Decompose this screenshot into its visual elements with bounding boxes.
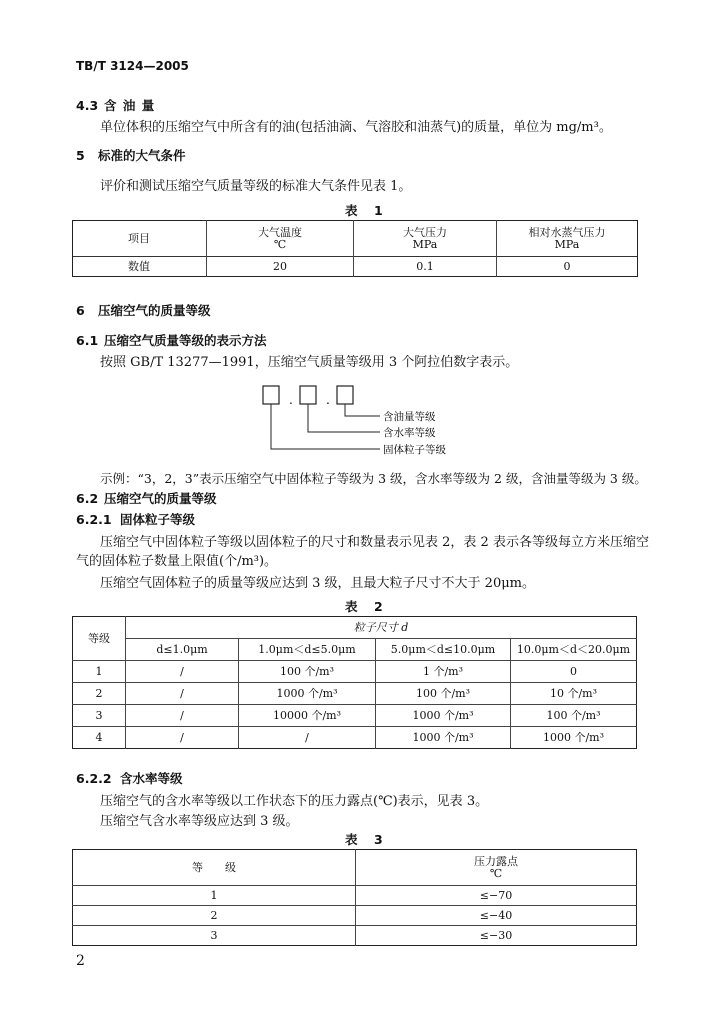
table-2-cell: 1000 个/m³ [376,727,511,749]
table-2-cell: 100 个/m³ [239,661,376,683]
example-text: 示例：“3，2，3”表示压缩空气中固体粒子等级为 3 级，含水率等级为 2 级，含油量等级为 3 级。 [100,471,647,486]
table-2-cell: 10000 个/m³ [239,705,376,727]
section-6-1-heading [76,331,267,349]
table-2-cell: 1 [73,661,126,683]
table-2-cell: / [239,727,376,749]
table-3-header-grade: 等 级 [73,850,356,886]
table-2-cell: / [126,661,239,683]
section-title: 含水率等级 [120,771,183,786]
table-1 [72,220,637,277]
section-6-2-2-text-2: 压缩空气含水率等级应达到 3 级。 [100,814,299,829]
separator-dot: . [326,393,330,407]
table-2-col-header: 10.0μm＜d＜20.0μm [516,642,631,656]
table-2-cell: / [126,683,239,705]
section-6-1-text: 按照 GB/T 13277—1991，压缩空气质量等级用 3 个阿拉伯数字表示。 [100,355,519,370]
section-6-2-2-heading [76,769,183,787]
separator-dot: . [289,393,293,407]
table-row [73,906,637,926]
section-6-2-1-text-1: 压缩空气中固体粒子等级以固体粒子的尺寸和数量表示见表 2，表 2 表示各等级每立方米压缩空 [100,535,649,550]
table-2-cell: 1000 个/m³ [376,705,511,727]
table-1-header-vapor: 相对水蒸气压力 MPa [528,225,606,251]
table-row [73,683,637,705]
section-4-3-heading [76,96,155,114]
solid-particle-box [263,386,279,404]
section-title: 固体粒子等级 [120,512,196,527]
section-6-2-1-text-2: 气的固体粒子数量上限值(个/m³)。 [76,554,278,569]
section-number: 5 [76,148,85,163]
particle-leader-line [271,404,380,449]
table-2-cell: 1000 个/m³ [542,730,605,744]
section-title: 压缩空气的质量等级 [104,491,217,506]
table-1-right-border [637,220,638,277]
table-3-cell: ≤−30 [479,928,513,942]
table-2-size-header: 粒子尺寸 d [353,620,409,634]
table-3-cell: 2 [73,906,356,926]
oil-grade-label: 含油量等级 [383,411,436,423]
table-2-cell: 0 [570,664,577,678]
table-row [73,886,637,906]
section-6-2-1-heading [76,510,195,528]
section-6-2-1-text-3: 压缩空气固体粒子的质量等级应达到 3 级，且最大粒子尺寸不大于 20μm。 [100,576,535,591]
section-title: 压缩空气质量等级的表示方法 [104,333,267,348]
table-3-header-dewpoint: 压力露点 ℃ [474,854,518,880]
section-title: 压缩空气的质量等级 [98,303,211,318]
section-number: 6.1 [76,333,99,348]
table-1-caption: 表 1 [345,203,385,218]
table-1-cell: 数值 [72,257,207,277]
table-2-col-header: 1.0μm＜d≤5.0μm [239,639,376,661]
table-2-cell: 100 个/m³ [376,683,511,705]
table-row [73,727,637,749]
section-5-heading [76,146,186,164]
table-1-cell: 0 [563,259,571,273]
table-2-cell: 10 个/m³ [549,686,598,700]
table-3-cell: 3 [73,926,356,946]
table-3-cell: ≤−70 [479,888,513,902]
section-number: 6.2.2 [76,771,112,786]
table-2-cell: 100 个/m³ [546,708,601,722]
table-2-cell: / [126,727,239,749]
table-2-cell: 1000 个/m³ [239,683,376,705]
section-number: 4.3 [76,98,99,113]
document-header: TB/T 3124—2005 [76,59,189,73]
table-3 [72,849,637,946]
table-2-cell: 4 [73,727,126,749]
water-grade-label: 含水率等级 [383,427,436,439]
oil-content-box [337,386,353,404]
table-1-header-item: 项目 [72,221,207,257]
section-6-2-heading [76,489,217,507]
section-title: 标准的大气条件 [98,148,186,163]
section-6-heading [76,301,211,319]
table-row [73,661,637,683]
table-3-cell: 1 [73,886,356,906]
table-2-cell: 1 个/m³ [376,661,511,683]
table-1-header-pressure: 大气压力 MPa [354,221,497,257]
table-2-col-header: d≤1.0μm [126,639,239,661]
table-row [73,926,637,946]
table-1-left-border [72,220,73,277]
table-2-cell: 3 [73,705,126,727]
table-2-caption: 表 2 [345,599,385,614]
section-5-text: 评价和测试压缩空气质量等级的标准大气条件见表 1。 [100,179,412,194]
table-2 [72,616,637,749]
table-1-cell: 20 [207,257,354,277]
table-1-header-temp: 大气温度 ℃ [207,221,354,257]
water-content-box [300,386,316,404]
section-number: 6 [76,303,85,318]
table-row [73,705,637,727]
page-number: 2 [76,953,85,969]
section-number: 6.2 [76,491,99,506]
table-2-cell: 2 [73,683,126,705]
grade-notation-diagram [255,380,485,460]
table-3-cell: ≤−40 [479,908,513,922]
table-2-grade-header: 等级 [73,617,126,661]
section-4-3-text: 单位体积的压缩空气中所含有的油(包括油滴、气溶胶和油蒸气)的质量，单位为 mg/m³。 [100,120,612,135]
section-6-2-2-text-1: 压缩空气的含水率等级以工作状态下的压力露点(℃)表示，见表 3。 [100,794,489,809]
water-leader-line [308,404,380,432]
section-number: 6.2.1 [76,512,112,527]
table-2-col-header: 5.0μm＜d≤10.0μm [376,639,511,661]
particle-grade-label: 固体粒子等级 [383,444,446,456]
section-title: 含 油 量 [104,98,156,113]
table-1-cell: 0.1 [354,257,497,277]
oil-leader-line [345,404,380,416]
table-3-caption: 表 3 [345,832,385,847]
table-2-cell: / [126,705,239,727]
